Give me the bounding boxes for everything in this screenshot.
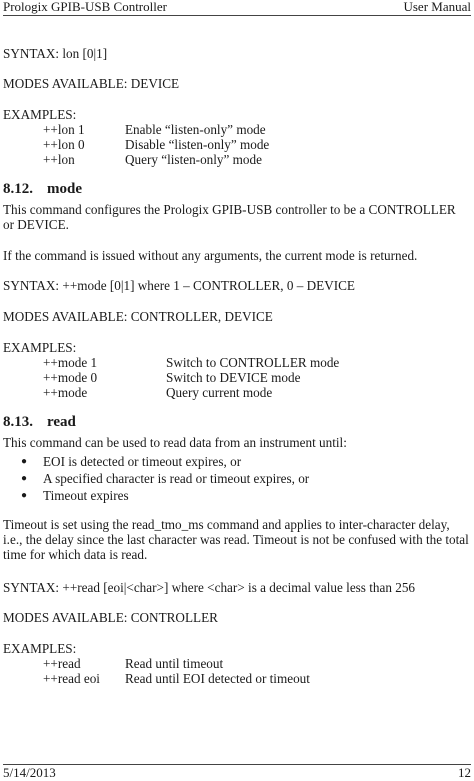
read-example-cmd: ++read eoi	[43, 671, 100, 686]
mode-modes: MODES AVAILABLE: CONTROLLER, DEVICE	[3, 309, 273, 324]
read-bullet-item: A specified character is read or timeout expires, or	[43, 471, 310, 486]
read-modes: MODES AVAILABLE: CONTROLLER	[3, 610, 218, 625]
lon-example-desc: Disable “listen-only” mode	[125, 137, 270, 152]
lon-examples-label: EXAMPLES:	[3, 107, 77, 122]
mode-example-cmd: ++mode	[43, 385, 88, 400]
footer-date: 5/14/2013	[3, 765, 56, 780]
bullet-icon: ●	[21, 473, 28, 484]
bullet-icon: ●	[21, 490, 28, 501]
lon-example-desc: Query “listen-only” mode	[125, 152, 262, 167]
mode-example-desc: Switch to CONTROLLER mode	[166, 355, 340, 370]
header-title: Prologix GPIB-USB Controller	[3, 0, 167, 14]
mode-description: This command configures the Prologix GPIB-USB controller to be a CONTROLLER or DEVICE.	[3, 202, 456, 232]
read-bullet-item: Timeout expires	[43, 488, 129, 503]
read-timeout-note: Timeout is set using the read_tmo_ms command and applies to inter-character delay, i.e., the delay since the last character was read. Timeout is not be confused with the total time for which data is read.	[3, 517, 469, 562]
lon-example-cmd: ++lon	[43, 152, 75, 167]
lon-example-cmd: ++lon 0	[43, 137, 85, 152]
read-example-desc: Read until EOI detected or timeout	[125, 671, 310, 686]
section-heading-read	[3, 414, 76, 431]
read-bullet-item: EOI is detected or timeout expires, or	[43, 454, 242, 469]
section-heading-mode	[3, 181, 82, 198]
section-number: 8.13.	[3, 414, 33, 430]
section-title: read	[47, 414, 76, 430]
lon-modes: MODES AVAILABLE: DEVICE	[3, 76, 180, 91]
read-description: This command can be used to read data from an instrument until:	[3, 435, 347, 450]
read-example-desc: Read until timeout	[125, 656, 224, 671]
read-syntax: SYNTAX: ++read [eoi|<char>] where <char> is a decimal value less than 256	[3, 580, 416, 595]
lon-example-desc: Enable “listen-only” mode	[125, 122, 266, 137]
mode-example-desc: Switch to DEVICE mode	[166, 370, 301, 385]
section-title: mode	[47, 181, 82, 197]
read-examples-label: EXAMPLES:	[3, 641, 77, 656]
read-example-cmd: ++read	[43, 656, 81, 671]
section-number: 8.12.	[3, 181, 33, 197]
mode-example-cmd: ++mode 1	[43, 355, 98, 370]
header-doc-type: User Manual	[403, 0, 471, 14]
page-number: 12	[458, 765, 471, 780]
page-header	[3, 0, 471, 16]
mode-examples-label: EXAMPLES:	[3, 340, 77, 355]
lon-example-cmd: ++lon 1	[43, 122, 85, 137]
lon-syntax: SYNTAX: lon [0|1]	[3, 46, 108, 61]
bullet-icon: ●	[21, 456, 28, 467]
mode-example-cmd: ++mode 0	[43, 370, 98, 385]
mode-example-desc: Query current mode	[166, 385, 273, 400]
mode-syntax: SYNTAX: ++mode [0|1] where 1 – CONTROLLER, 0 – DEVICE	[3, 278, 355, 293]
mode-no-args-note: If the command is issued without any arguments, the current mode is returned.	[3, 248, 418, 263]
page-footer	[3, 764, 471, 781]
